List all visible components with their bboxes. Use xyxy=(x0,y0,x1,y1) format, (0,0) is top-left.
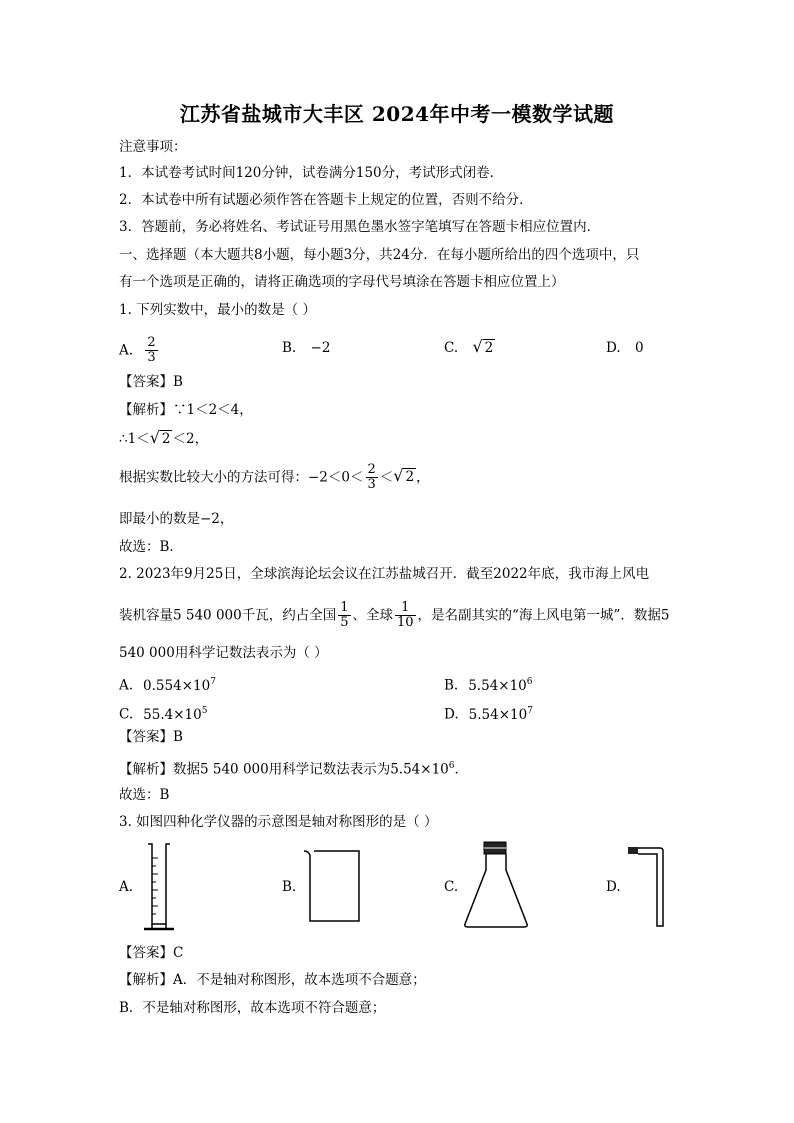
denominator: 3 xyxy=(367,477,376,493)
option-value: 5.54×10 xyxy=(468,706,528,723)
fraction xyxy=(338,601,350,631)
q1-stem: 1. 下列实数中，最小的数是（ ） xyxy=(119,302,316,318)
exponent: 6 xyxy=(526,677,533,687)
fraction xyxy=(145,336,157,366)
q2-analysis xyxy=(119,756,468,780)
q3-answer: 【答案】C xyxy=(119,945,184,961)
fraction xyxy=(395,601,416,631)
numerator: 1 xyxy=(340,600,349,615)
option-label: C. xyxy=(119,706,134,723)
exponent: 5 xyxy=(201,706,208,716)
q1-analysis-2 xyxy=(119,428,208,449)
option-label: C. xyxy=(444,340,459,356)
radical-sign: √ xyxy=(149,428,160,447)
option-label: D. xyxy=(444,706,459,723)
q1-option-c xyxy=(444,337,495,358)
radicand: 2 xyxy=(484,340,494,356)
exponent: 7 xyxy=(210,677,216,687)
option-label: A. xyxy=(119,677,134,694)
option-label: D. xyxy=(606,340,621,356)
notice-2: 2．本试卷中所有试题必须作答在答题卡上规定的位置，否则不给分． xyxy=(119,192,533,208)
denominator: 3 xyxy=(147,350,156,366)
q3-option-b-label: B. xyxy=(282,879,297,895)
numerator: 2 xyxy=(367,462,376,477)
radicand: 2 xyxy=(161,431,171,447)
q3-option-d-label: D. xyxy=(606,879,621,895)
q2-option-d xyxy=(444,701,533,725)
option-value: 0 xyxy=(634,340,644,356)
conical-flask-figure xyxy=(462,840,530,930)
q1-option-b xyxy=(282,338,330,358)
text: 根据实数比较大小的方法可得：−2＜0＜ xyxy=(119,469,364,486)
notice-heading: 注意事项： xyxy=(119,139,187,155)
page-title: 江苏省盐城市大丰区 2024年中考一模数学试题 xyxy=(179,102,615,126)
denominator: 5 xyxy=(340,615,349,631)
section1-instructions-2: 有一个选项是正确的，请将正确选项的字母代号填涂在答题卡相应位置上） xyxy=(119,274,565,290)
q1-analysis-4: 即最小的数是−2， xyxy=(119,511,234,527)
beaker-figure xyxy=(302,848,362,924)
q1-analysis-3 xyxy=(119,463,430,493)
text: ， xyxy=(416,469,430,486)
q3-stem: 3. 如图四种化学仪器的示意图是轴对称图形的是（ ） xyxy=(119,814,438,830)
text: ，是名副其实的“海上风电第一城”．数据5 xyxy=(417,607,670,624)
q2-stem-2 xyxy=(119,601,669,631)
option-label: A. xyxy=(119,342,134,359)
q3-option-a-label: A. xyxy=(119,879,134,895)
sqrt-expression xyxy=(150,428,173,449)
q1-conclusion: 故选：B． xyxy=(119,539,183,555)
radical-sign: √ xyxy=(472,337,483,356)
denominator: 10 xyxy=(397,615,414,631)
q2-stem-1: 2. 2023年9月25日，全球滨海论坛会议在江苏盐城召开．截至2022年底，我市海上风电 xyxy=(119,566,650,582)
section1-instructions-1: 一、选择题（本大题共8小题，每小题3分，共24分．在每小题所给出的四个选项中，只 xyxy=(119,247,640,263)
q1-answer: 【答案】B xyxy=(119,374,183,390)
text: 【解析】数据5 540 000用科学记数法表示为5.54×10 xyxy=(119,761,449,778)
sqrt-expression xyxy=(472,337,495,358)
fraction xyxy=(366,463,378,493)
option-label: B. xyxy=(444,677,459,694)
q1-option-d xyxy=(606,338,644,358)
q2-stem-3: 540 000用科学记数法表示为（ ） xyxy=(119,645,328,661)
notice-3: 3．答题前，务必将姓名、考试证号用黑色墨水签字笔填写在答题卡相应位置内． xyxy=(119,219,601,235)
q2-option-b xyxy=(444,672,533,696)
bent-tube-figure xyxy=(625,842,667,930)
q3-analysis-b: B．不是轴对称图形，故本选项不符合题意； xyxy=(119,1000,386,1016)
option-value: 5.54×10 xyxy=(468,677,527,694)
q1-analysis-1: 【解析】∵1＜2＜4， xyxy=(119,402,253,418)
text: ＜2， xyxy=(172,431,209,447)
q3-option-c-label: C. xyxy=(444,879,459,895)
radical-sign: √ xyxy=(393,466,404,486)
option-value: −2 xyxy=(310,340,331,356)
q2-conclusion: 故选：B xyxy=(119,787,170,803)
option-label: B. xyxy=(282,340,297,356)
text: ＜ xyxy=(379,469,394,486)
sqrt-expression xyxy=(393,466,416,487)
q3-analysis-a: 【解析】A．不是轴对称图形，故本选项不合题意； xyxy=(119,972,426,988)
text: 、全球 xyxy=(352,607,393,624)
exponent: 6 xyxy=(448,761,455,771)
text: ∴1＜ xyxy=(119,431,150,447)
numerator: 1 xyxy=(395,601,416,616)
notice-1: 1．本试卷考试时间120分钟，试卷满分150分，考试形式闭卷． xyxy=(119,165,504,181)
numerator: 2 xyxy=(147,335,156,350)
q2-answer: 【答案】B xyxy=(119,729,183,745)
text: ． xyxy=(454,761,468,778)
radicand: 2 xyxy=(405,469,415,486)
q1-option-a xyxy=(119,336,160,366)
q2-option-c xyxy=(119,701,207,725)
graduated-cylinder-figure xyxy=(138,840,180,932)
q2-option-a xyxy=(119,672,216,696)
exponent: 7 xyxy=(527,706,533,716)
text: 装机容量5 540 000千瓦，约占全国 xyxy=(119,607,337,624)
option-value: 0.554×10 xyxy=(143,677,211,694)
option-value: 55.4×10 xyxy=(143,706,202,723)
